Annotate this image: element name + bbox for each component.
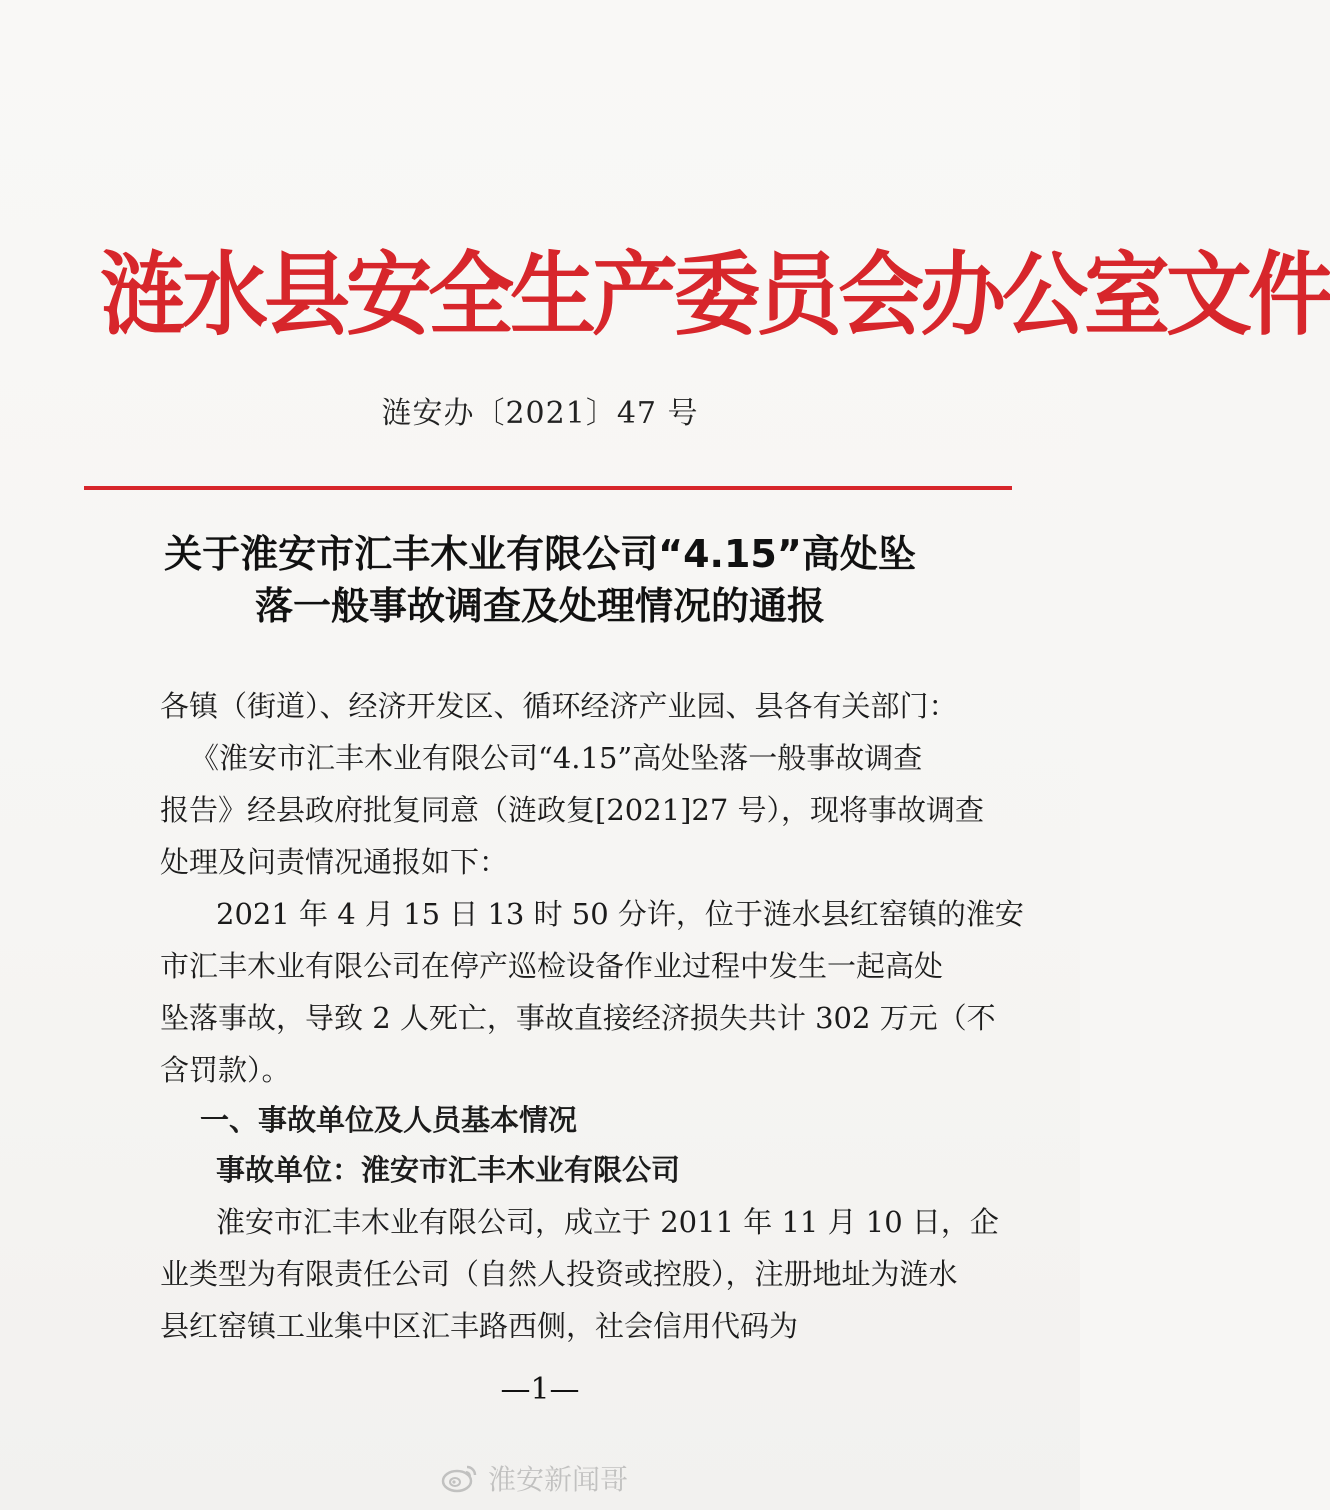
paragraph-line: 市汇丰木业有限公司在停产巡检设备作业过程中发生一起高处 bbox=[160, 949, 944, 983]
document-number: 涟安办〔2021〕47 号 bbox=[381, 396, 699, 431]
paragraph-line: 淮安市汇丰木业有限公司，成立于 2011 年 11 月 10 日，企 bbox=[216, 1205, 999, 1239]
paragraph-line: 处理及问责情况通报如下： bbox=[160, 845, 509, 879]
paragraph-line: 业类型为有限责任公司（自然人投资或控股），注册地址为涟水 bbox=[160, 1257, 958, 1291]
notice-title-line: 关于淮安市汇丰木业有限公司“4.15”高处坠 bbox=[164, 532, 916, 576]
notice-title-line: 落一般事故调查及处理情况的通报 bbox=[254, 584, 825, 628]
paragraph-line: 含罚款）。 bbox=[160, 1053, 291, 1087]
document-header-title: 涟水县安全生产委员会办公室文件 bbox=[100, 241, 1330, 348]
paragraph-line: 《淮安市汇丰木业有限公司“4.15”高处坠落一般事故调查 bbox=[190, 741, 923, 775]
addressee-line: 各镇（街道）、经济开发区、循环经济产业园、县各有关部门： bbox=[160, 689, 958, 723]
paragraph-line: 坠落事故，导致 2 人死亡，事故直接经济损失共计 302 万元（不 bbox=[160, 1001, 996, 1035]
watermark-text: 淮安新闻哥 bbox=[488, 1463, 629, 1496]
red-divider-line bbox=[84, 486, 1012, 490]
section-heading: 一、事故单位及人员基本情况 bbox=[200, 1103, 578, 1137]
paragraph-line: 2021 年 4 月 15 日 13 时 50 分许，位于涟水县红窑镇的淮安 bbox=[216, 897, 1024, 931]
accident-unit-label: 事故单位：淮安市汇丰木业有限公司 bbox=[216, 1153, 681, 1187]
watermark bbox=[440, 1458, 628, 1498]
page-number: —1— bbox=[500, 1372, 580, 1407]
weibo-icon bbox=[440, 1463, 478, 1493]
paragraph-line: 县红窑镇工业集中区汇丰路西侧，社会信用代码为 bbox=[160, 1309, 799, 1343]
notice-title bbox=[80, 528, 1000, 632]
paragraph-line: 报告》经县政府批复同意（涟政复[2021]27 号），现将事故调查 bbox=[160, 793, 985, 827]
